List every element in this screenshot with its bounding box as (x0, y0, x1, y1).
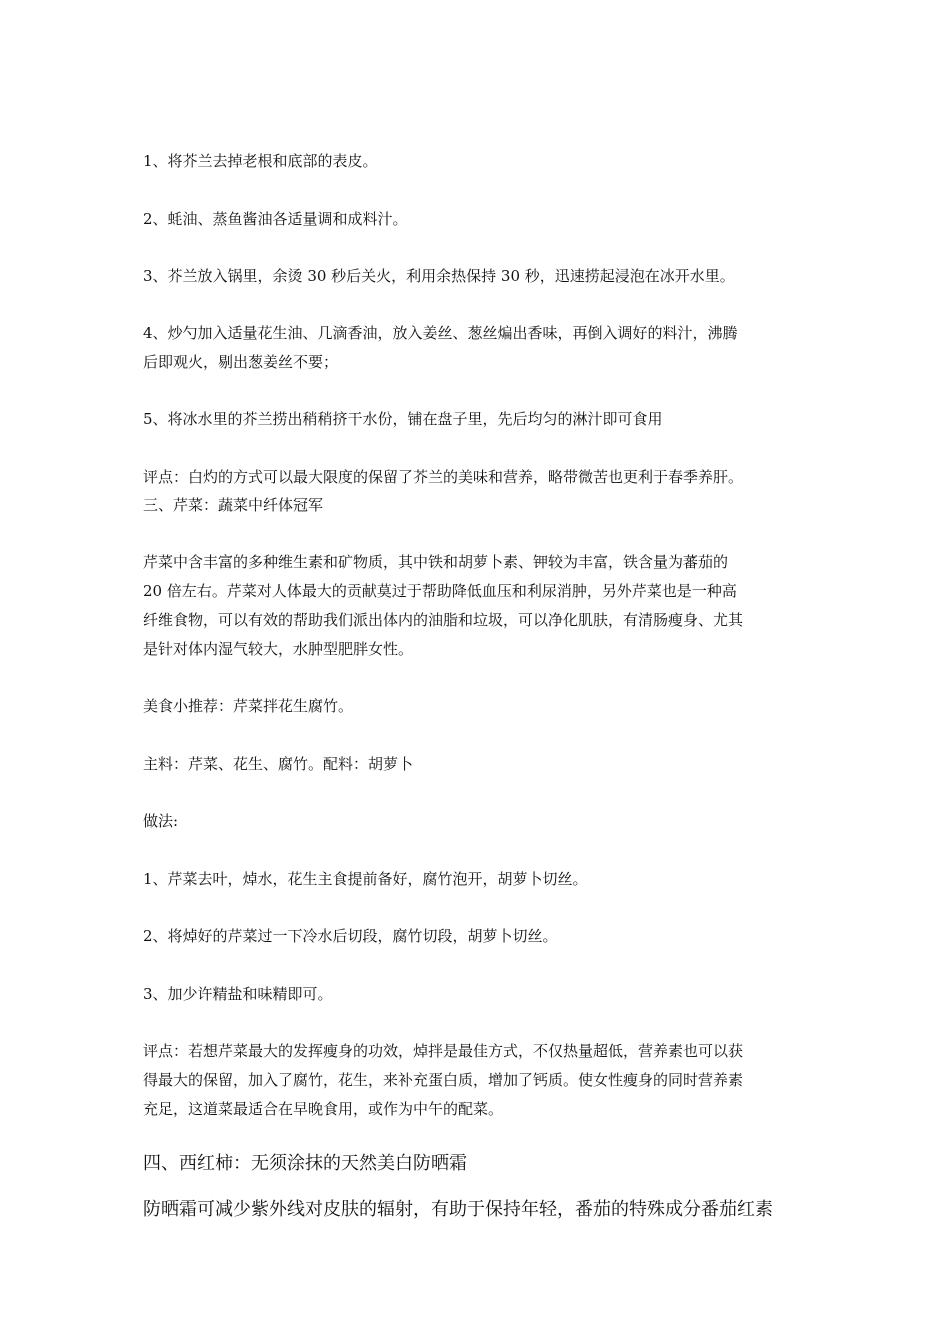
ingredients: 主料：芹菜、花生、腐竹。配料：胡萝卜 (143, 755, 414, 773)
celery-comment-line-3: 充足，这道菜最适合在早晚食用，或作为中午的配菜。 (143, 1100, 504, 1118)
jielan-step-5: 5、将冰水里的芥兰捞出稍稍挤干水份，铺在盘子里，先后均匀的淋汁即可食用 (143, 410, 663, 428)
celery-step-3: 3、加少许精盐和味精即可。 (143, 985, 333, 1003)
jielan-step-4-line-2: 后即观火，剔出葱姜丝不要； (143, 353, 339, 371)
section-3-heading: 三、芹菜：蔬菜中纤体冠军 (143, 496, 324, 514)
celery-intro-line-2: 20 倍左右。芹菜对人体最大的贡献莫过于帮助降低血压和利尿消肿，另外芹菜也是一种高 (143, 582, 737, 600)
celery-comment-line-1: 评点：若想芹菜最大的发挥瘦身的功效，焯拌是最佳方式，不仅热量超低，营养素也可以获 (143, 1042, 744, 1060)
celery-intro-line-4: 是针对体内湿气较大，水肿型肥胖女性。 (143, 640, 414, 658)
jielan-step-1: 1、将芥兰去掉老根和底部的表皮。 (143, 152, 378, 170)
jielan-comment: 评点：白灼的方式可以最大限度的保留了芥兰的美味和营养，略带微苦也更利于春季养肝。 (143, 468, 744, 486)
celery-comment-line-2: 得最大的保留，加入了腐竹，花生，来补充蛋白质，增加了钙质。使女性瘦身的同时营养素 (143, 1071, 744, 1089)
food-recommendation: 美食小推荐：芹菜拌花生腐竹。 (143, 697, 354, 715)
section-4-heading: 四、西红柿：无须涂抹的天然美白防晒霜 (143, 1153, 467, 1174)
celery-step-1: 1、芹菜去叶，焯水，花生主食提前备好，腐竹泡开，胡萝卜切丝。 (143, 870, 588, 888)
jielan-step-3: 3、芥兰放入锅里，余烫 30 秒后关火，利用余热保持 30 秒，迅速捞起浸泡在冰开水里。 (143, 267, 735, 285)
tomato-intro-line-1: 防晒霜可减少紫外线对皮肤的辐射，有助于保持年轻，番茄的特殊成分番茄红素 (143, 1199, 773, 1220)
celery-intro-line-3: 纤维食物，可以有效的帮助我们派出体内的油脂和垃圾，可以净化肌肤，有清肠瘦身、尤其 (143, 611, 744, 629)
jielan-step-4-line-1: 4、炒勺加入适量花生油、几滴香油，放入姜丝、葱丝煸出香味，再倒入调好的料汁，沸腾 (143, 324, 738, 342)
jielan-step-2: 2、蚝油、蒸鱼酱油各适量调和成料汁。 (143, 210, 408, 228)
celery-intro-line-1: 芹菜中含丰富的多种维生素和矿物质，其中铁和胡萝卜素、钾较为丰富，铁含量为蕃茄的 (143, 553, 729, 571)
method-label: 做法: (143, 812, 179, 830)
celery-step-2: 2、将焯好的芹菜过一下冷水后切段，腐竹切段，胡萝卜切丝。 (143, 927, 558, 945)
